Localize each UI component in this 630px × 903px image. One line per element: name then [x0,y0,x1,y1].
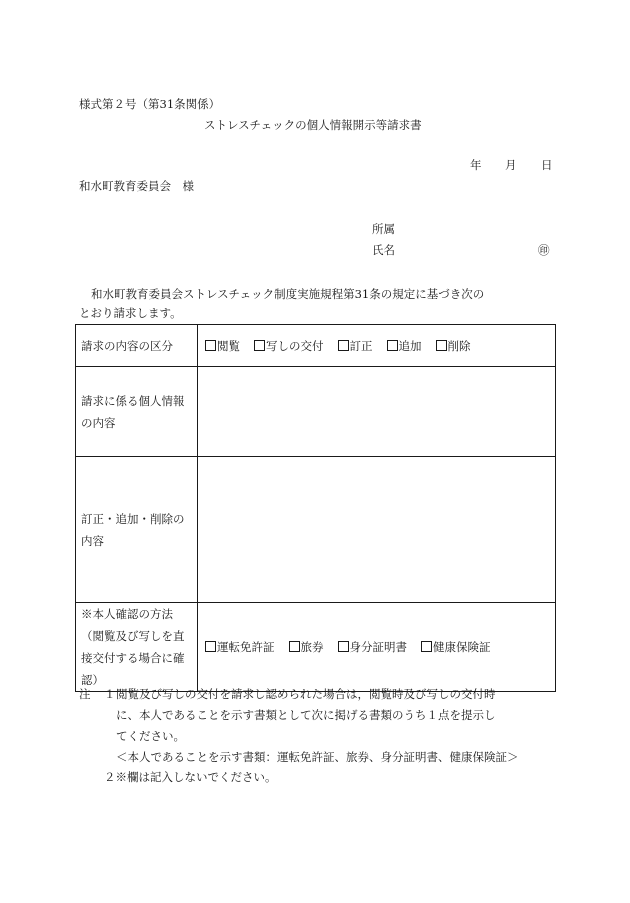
personal-info-label: 請求に係る個人情報 の内容 [76,367,198,457]
option-addition[interactable]: 追加 [387,339,422,353]
intro-line-2: とおり請求します。 [79,306,182,320]
correction-content-row [76,457,556,603]
personal-info-row [76,367,556,457]
checkbox-icon [338,641,349,652]
option-copy[interactable]: 写しの交付 [254,339,324,353]
option-correction[interactable]: 訂正 [338,339,373,353]
identity-check-options [198,603,556,692]
request-type-options [198,325,556,367]
addressee: 和水町教育委員会 様 [79,179,194,193]
date-year: 年 [470,158,482,172]
form-number: 様式第２号（第31条関係） [79,97,221,111]
date-day: 日 [541,158,553,172]
note-1-number: １ [104,687,116,701]
intro-line-1: 和水町教育委員会ストレスチェック制度実施規程第31条の規定に基づき次の [91,287,485,301]
note-1-line-1: 閲覧及び写しの交付を請求し認められた場合は，閲覧時及び写しの交付時 [116,687,496,701]
identity-check-row [76,603,556,692]
option-passport[interactable]: 旅券 [289,640,324,654]
checkbox-icon [387,340,398,351]
personal-info-field[interactable] [198,367,556,457]
checkbox-icon [421,641,432,652]
checkbox-icon [338,340,349,351]
checkbox-icon [205,641,216,652]
form-title: ストレスチェックの個人情報開示等請求書 [204,118,422,132]
date-month: 月 [505,158,517,172]
request-form-table [75,324,556,692]
option-drivers-license[interactable]: 運転免許証 [205,640,275,654]
name-label: 氏名 [372,243,395,257]
correction-content-field[interactable] [198,457,556,603]
identity-check-label: ※本人確認の方法 （閲覧及び写しを直 接交付する場合に確 認） [76,603,198,692]
checkbox-icon [205,340,216,351]
notes-heading: 注 [79,687,91,701]
checkbox-icon [254,340,265,351]
option-inspection[interactable]: 閲覧 [205,339,240,353]
option-deletion[interactable]: 削除 [436,339,471,353]
option-health-insurance-card[interactable]: 健康保険証 [421,640,491,654]
request-type-row [76,325,556,367]
note-2: ２※欄は記入しないでください。 [104,770,277,784]
checkbox-icon [289,641,300,652]
request-type-label: 請求の内容の区分 [76,325,198,367]
checkbox-icon [436,340,447,351]
note-1-line-3: てください。 [116,729,185,743]
note-1-line-4: ＜本人であることを示す書類：運転免許証、旅券、身分証明書、健康保険証＞ [116,750,519,764]
correction-content-label: 訂正・追加・削除の 内容 [76,457,198,603]
seal-mark: ㊞ [538,243,550,257]
note-1-line-2: に、本人であることを示す書類として次に掲げる書類のうち１点を提示し [116,708,496,722]
option-id-card[interactable]: 身分証明書 [338,640,408,654]
affiliation-label: 所属 [372,222,395,236]
